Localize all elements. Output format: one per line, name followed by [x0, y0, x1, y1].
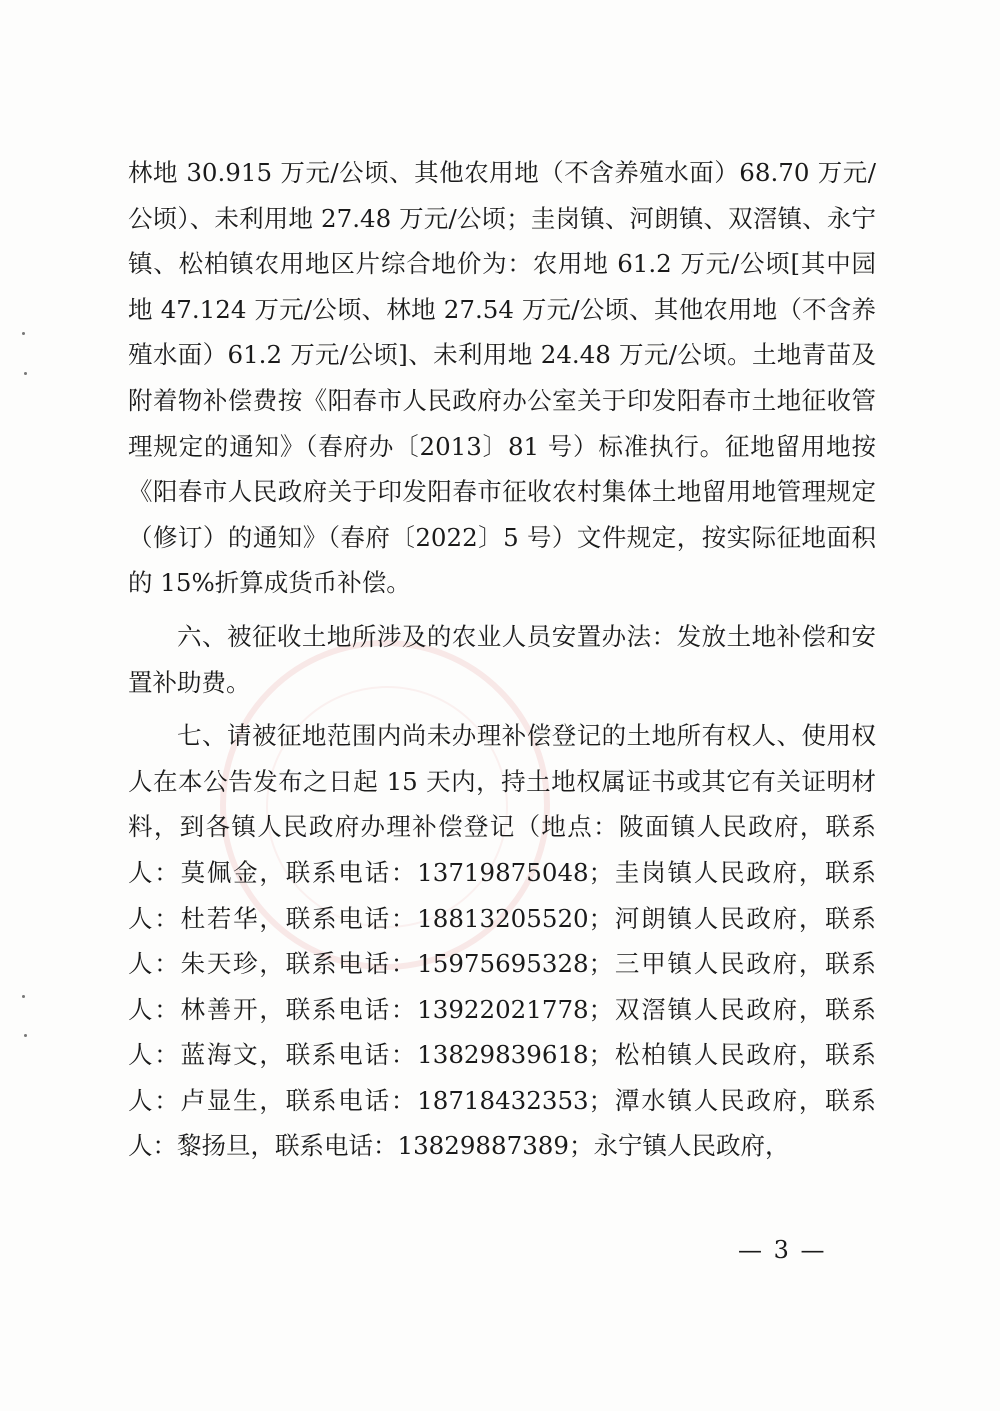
paragraph-item-7: 七、请被征地范围内尚未办理补偿登记的土地所有权人、使用权人在本公告发布之日起 15 天内，持土地权属证书或其它有关证明材料，到各镇人民政府办理补偿登记（地点：陂面镇人民政府，联系人：莫佩金，联系电话：13719875048；圭岗镇人民政府，联系人：杜若华，联系电话：18813205520；河朗镇人民政府，联系人：朱天珍，联系电话：15975695328；三甲镇人民政府，联系人：林善开，联系电话：13922021778；双滘镇人民政府，联系人：蓝海文，联系电话：13829839618；松柏镇人民政府，联系人：卢显生，联系电话：18718432353；潭水镇人民政府，联系人：黎扬旦，联系电话：13829887389；永宁镇人民政府，	[128, 721, 876, 1161]
scan-speck	[24, 372, 27, 375]
scan-speck	[24, 1034, 27, 1037]
paragraph-item-6: 六、被征收土地所涉及的农业人员安置办法：发放土地补偿和安置补助费。	[128, 621, 876, 697]
scan-speck	[22, 332, 25, 335]
scan-speck	[22, 995, 25, 998]
paragraph-compensation: 林地 30.915 万元/公顷、其他农用地（不含养殖水面）68.70 万元/公顷）、未利用地 27.48 万元/公顷；圭岗镇、河朗镇、双滘镇、永宁镇、松柏镇农用地区片综合地价为：农用地 61.2 万元/公顷[其中园地 47.124 万元/公顷、林地 27.54 万元/公顷、其他农用地（不含养殖水面）61.2 万元/公顷]、未利用地 24.48 万元/公顷。土地青苗及附着物补偿费按《阳春市人民政府办公室关于印发阳春市土地征收管理规定的通知》（春府办〔2013〕81 号）标准执行。征地留用地按《阳春市人民政府关于印发阳春市征收农村集体土地留用地管理规定（修订）的通知》（春府〔2022〕5 号）文件规定，按实际征地面积的 15%折算成货币补偿。	[128, 158, 876, 598]
body-text	[128, 150, 876, 1169]
page-number: — 3 —	[738, 1236, 827, 1264]
